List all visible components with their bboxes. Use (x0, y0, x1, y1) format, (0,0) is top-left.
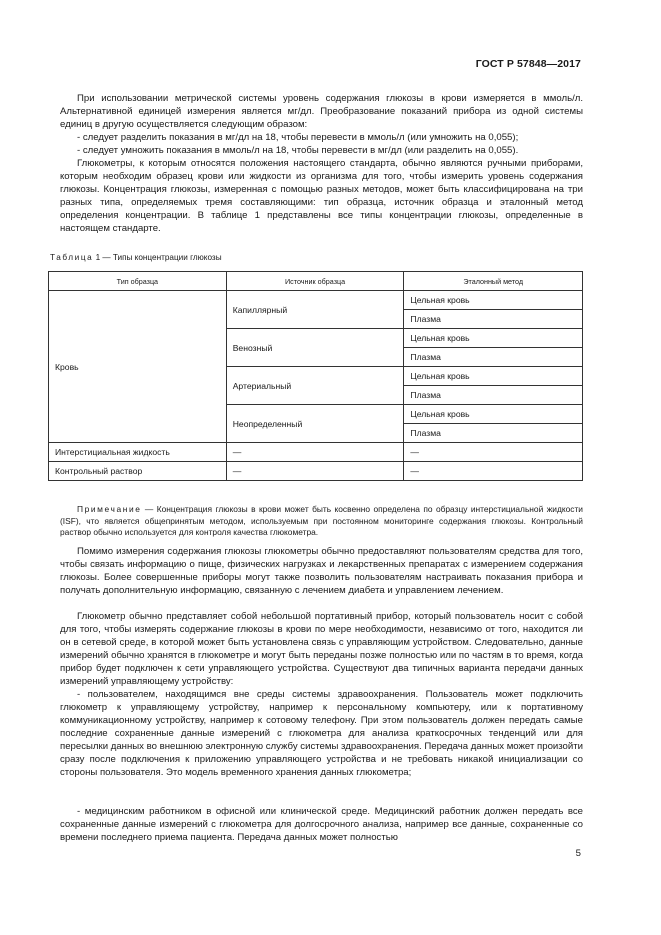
note-label: Примечание (77, 504, 142, 514)
header-sample-type: Тип образца (49, 272, 227, 291)
conversion-item-1: - следует разделить показания в мг/дл на 18, чтобы перевести в ммоль/л (или умножить на 0,055); (77, 132, 519, 143)
cell-arterial: Артериальный (226, 367, 404, 405)
header-sample-source: Источник образца (226, 272, 404, 291)
note-text: — Концентрация глюкозы в крови может быть косвенно определена по образцу интерстициальной жидкости (ISF), что является общепринятым методом, используемым при постоянном мониторинге содержания глюкозы. Контрольный раствор обычно используется для контроля качества глюкометра. (60, 504, 583, 537)
page-number: 5 (575, 848, 581, 859)
cell-control-solution: Контрольный раствор (49, 462, 227, 481)
cell-isf: Интерстициальная жидкость (49, 443, 227, 462)
cell-plasma: Плазма (404, 386, 583, 405)
table-row (49, 291, 583, 310)
intro-paragraph-1: При использовании метрической системы уровень содержания глюкозы в крови измеряется в ммоль/л. Альтернативной единицей измерения является мг/дл. Преобразование показаний прибора из одной системы единиц в другую осуществляется следующим образом: (60, 93, 583, 130)
cell-venous: Венозный (226, 329, 404, 367)
cell-whole-blood: Цельная кровь (404, 405, 583, 424)
cell-dash: — (404, 443, 583, 462)
cell-plasma: Плазма (404, 424, 583, 443)
table-note (60, 504, 583, 539)
cell-plasma: Плазма (404, 348, 583, 367)
table-row (49, 443, 583, 462)
table-row (49, 462, 583, 481)
header-reference-method: Эталонный метод (404, 272, 583, 291)
cell-capillary: Капиллярный (226, 291, 404, 329)
conversion-item-2: - следует умножить показания в ммоль/л на 18, чтобы перевести в мг/дл (или разделить на 0,055). (77, 145, 519, 156)
body-paragraph-5: - пользователем, находящимся вне среды системы здравоохранения. Пользователь может подключить глюкометр к управляющему устройству, например к персональному компьютеру, или к портативному коммуникационному устройству, например к сотовому телефону. При этом пользователь должен передать самые последние сохраненные данные измерений с глюкометра для анализа краткосрочных тенденций или для пересылки данных во внешнюю электронную службу системы здравоохранения. Передача данных может произойти сразу после подключения к приложению управляющего устройства и не требовать никакой инициализации со стороны пользователя. Это модель временного хранения данных глюкометра; (60, 689, 583, 778)
cell-dash: — (404, 462, 583, 481)
cell-dash: — (226, 443, 404, 462)
table-caption-title: 1 — Типы концентрации глюкозы (93, 253, 222, 262)
document-header: ГОСТ Р 57848—2017 (475, 58, 581, 70)
cell-whole-blood: Цельная кровь (404, 329, 583, 348)
table-header-row (49, 272, 583, 291)
table-caption (50, 253, 222, 262)
glucose-types-table (48, 271, 583, 481)
intro-paragraph-2: Глюкометры, к которым относятся положения настоящего стандарта, обычно являются ручными приборами, которым необходим образец крови или жидкости из организма для того, чтобы измерить уровень содержания глюкозы. Концентрация глюкозы, измеренная с помощью разных методов, может быть классифицирована на три разных типа, определяемых тремя составляющими: тип образца, источник образца и эталонный метод определения концентрации. В таблице 1 представлены все типы концентрации глюкозы, определенные в настоящем стандарте. (60, 158, 583, 234)
table-caption-label: Таблица (50, 253, 94, 262)
cell-blood: Кровь (49, 291, 227, 443)
cell-plasma: Плазма (404, 310, 583, 329)
cell-whole-blood: Цельная кровь (404, 291, 583, 310)
cell-undetermined: Неопределенный (226, 405, 404, 443)
cell-dash: — (226, 462, 404, 481)
body-paragraph-4: Глюкометр обычно представляет собой небольшой портативный прибор, который пользователь носит с собой для того, чтобы измерять содержание глюкозы в крови по мере необходимости, независимо от того, находится ли он в сетевой среде, в которой может быть установлена связь с управляющим устройством. Следовательно, данные измерений обычно хранятся в глюкометре и могут быть переданы позже полностью или по частям в то время, когда прибор будет подключен к сети управляющего устройства. Существуют два типичных варианта передачи данных измерений управляющему устройству: (60, 611, 583, 687)
cell-whole-blood: Цельная кровь (404, 367, 583, 386)
body-paragraph-6: - медицинским работником в офисной или клинической среде. Медицинский работник должен передать все сохраненные данные измерений с глюкометра для долгосрочного анализа, например все данные, сохраненные со времени последнего приема пациента. Передача данных может полностью (60, 806, 583, 843)
body-paragraph-3: Помимо измерения содержания глюкозы глюкометры обычно предоставляют пользователям средства для того, чтобы связать информацию о пище, физических нагрузках и лекарственных препаратах с измерением содержания глюкозы. Более совершенные приборы могут также позволить пользователям настраивать показания прибора и получать дополнительную информацию, связанную с лечением диабета и управлением лечением. (60, 546, 583, 596)
